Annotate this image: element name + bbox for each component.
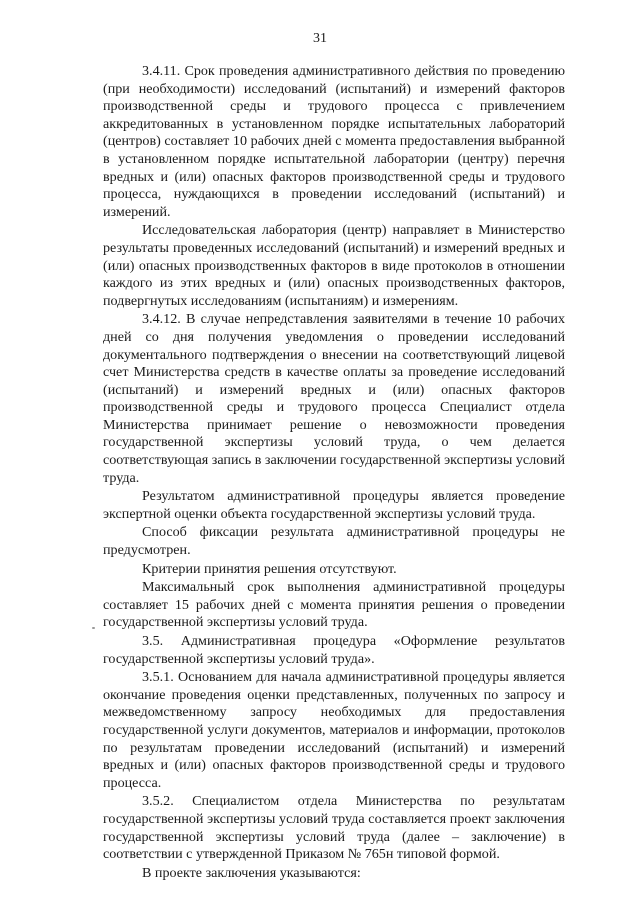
paragraph-lab-results: Исследовательская лаборатория (центр) направляет в Министерство результаты проведенных исследований (испытаний) и измерений вредных и (или) опасных производственных факторов в виде протоколов в отношении каждого из этих вредных и (или) опасных производственных факторов, подвергнутых исследованиям (испытаниям) и измерениям. xyxy=(103,222,565,309)
paragraph-max-term: Максимальный срок выполнения административной процедуры составляет 15 рабочих дней с момента принятия решения о проведении государственной экспертизы условий труда. xyxy=(103,579,565,631)
page-number: 31 xyxy=(313,31,327,46)
paragraph-3-4-11: 3.4.11. Срок проведения административного действия по проведению (при необходимости) исследований (испытаний) и измерений факторов производственной среды и трудового процесса с привлечением аккредитованных в установленном порядке испытательных лабораторий (центров) составляет 10 рабочих дней с момента предоставления выбранной в установленном порядке испытательной лаборатории (центру) перечня вредных и (или) опасных факторов производственной среды и трудового процесса, нуждающихся в проведении исследований (испытаний) и измерений. xyxy=(103,63,565,220)
paragraph-decision-criteria: Критерии принятия решения отсутствуют. xyxy=(142,560,397,577)
paragraph-result: Результатом административной процедуры является проведение экспертной оценки объекта государственной экспертизы условий труда. xyxy=(103,488,565,522)
paragraph-3-5: 3.5. Административная процедура «Оформление результатов государственной экспертизы условий труда». xyxy=(103,633,565,667)
paragraph-3-5-1: 3.5.1. Основанием для начала административной процедуры является окончание проведения оценки представленных, полученных по запросу и межведомственному запросу необходимых для предоставления государственной услуги документов, материалов и информации, протоколов по результатам проведении исследований (испытаний) и измерений вредных и (или) опасных факторов производственной среды и трудового процесса. xyxy=(103,669,565,791)
paragraph-draft-contents: В проекте заключения указываются: xyxy=(142,864,361,881)
paragraph-3-5-2: 3.5.2. Специалистом отдела Министерства по результатам государственной экспертизы условий труда составляется проект заключения государственной экспертизы условий труда (далее – заключение) в соответствии с утвержденной Приказом № 765н типовой формой. xyxy=(103,793,565,863)
scan-speck xyxy=(92,627,95,629)
paragraph-3-4-12: 3.4.12. В случае непредставления заявителями в течение 10 рабочих дней со дня получения уведомления о проведении исследований документального подтверждения о внесении на соответствующий лицевой счет Министерства средств в качестве оплаты за проведение исследований (испытаний) и измерений вредных и (или) опасных факторов производственной среды и трудового процесса Специалист отдела Министерства принимает решение о невозможности проведения государственной экспертизы условий труда, о чем делается соответствующая запись в заключении государственной экспертизы условий труда. xyxy=(103,311,565,486)
document-body xyxy=(103,63,565,882)
paragraph-fixation-method: Способ фиксации результата административной процедуры не предусмотрен. xyxy=(103,524,565,559)
